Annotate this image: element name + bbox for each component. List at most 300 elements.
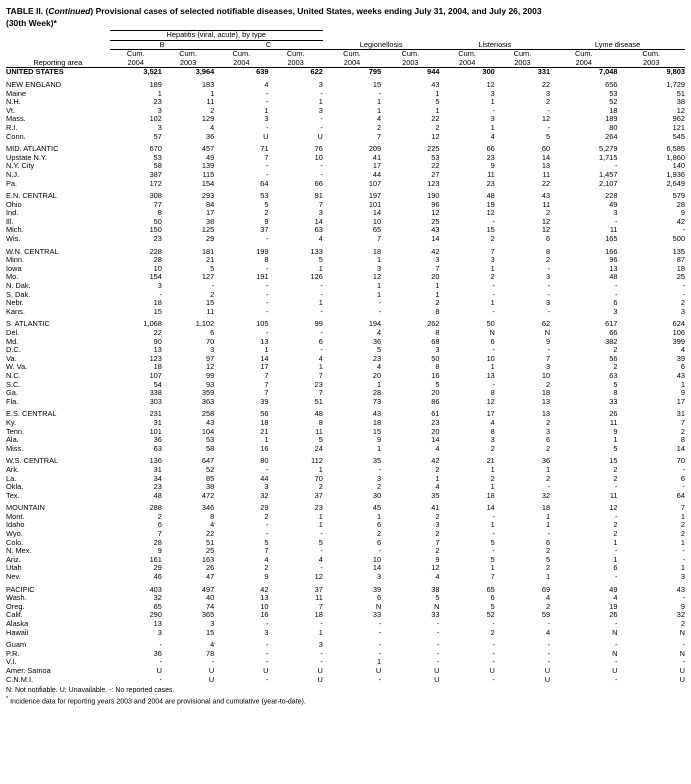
- header-row-years: [6, 59, 685, 68]
- row-value: 18: [153, 362, 162, 372]
- row-value: 85: [205, 473, 215, 483]
- row-value: 23: [372, 353, 382, 363]
- row-value: -: [615, 640, 618, 650]
- row-value: 7: [545, 353, 551, 363]
- row-value: 15: [372, 79, 382, 89]
- row-value: 13: [260, 336, 269, 346]
- row-value: 24: [314, 443, 323, 453]
- row-value: -: [492, 546, 495, 556]
- row-reporting-area: Pa.: [6, 178, 18, 188]
- header-row-group: [6, 31, 685, 41]
- row-value: 1: [490, 520, 495, 530]
- table-row: [6, 586, 685, 595]
- row-value: 28: [372, 388, 382, 398]
- row-value: 1: [318, 97, 323, 107]
- row-value: 2: [680, 298, 685, 308]
- row-value: 1: [377, 379, 382, 389]
- row-value: 6: [613, 563, 618, 573]
- row-value: 14: [314, 216, 323, 226]
- row-value: 7: [435, 537, 440, 547]
- row-value: 1: [545, 464, 551, 474]
- row-reporting-area: Ala.: [6, 435, 19, 445]
- row-value: 71: [260, 144, 269, 154]
- row-value: 1: [377, 289, 382, 299]
- row-reporting-area: S.C.: [6, 379, 21, 389]
- row-value: 264: [605, 131, 618, 141]
- row-value: 11: [487, 169, 495, 179]
- row-value: 3: [545, 88, 551, 98]
- row-value: 5: [613, 443, 618, 453]
- table-row: [6, 192, 685, 201]
- row-value: 58: [153, 161, 162, 171]
- row-value: 9,803: [666, 67, 685, 77]
- row-value: 6: [545, 234, 551, 244]
- row-value: 1: [377, 443, 382, 453]
- row-reporting-area: Ohio: [6, 199, 22, 209]
- row-value: 43: [676, 584, 685, 594]
- row-value: N: [544, 328, 551, 337]
- row-value: 3: [264, 482, 269, 492]
- row-value: 49: [609, 199, 618, 209]
- row-value: 12: [205, 362, 215, 372]
- row-value: 2: [435, 546, 440, 556]
- row-value: 189: [605, 114, 618, 124]
- row-value: -: [320, 657, 323, 667]
- row-reporting-area: Mass.: [6, 114, 26, 124]
- row-value: 6: [318, 336, 323, 346]
- row-value: 44: [260, 473, 269, 483]
- table-row: [6, 492, 685, 501]
- row-reporting-area: La.: [6, 473, 17, 483]
- row-value: 13: [541, 396, 551, 406]
- row-value: -: [211, 281, 215, 291]
- row-value: 622: [310, 67, 323, 77]
- row-value: 15: [609, 456, 618, 466]
- header-cum-lyme-2003: Cum.: [642, 49, 661, 59]
- row-value: 35: [431, 490, 440, 500]
- header-year-hepb-2003: 2003: [179, 57, 197, 67]
- row-value: 4: [490, 417, 495, 427]
- table-row: [6, 355, 685, 364]
- row-value: 16: [431, 370, 440, 380]
- row-reporting-area: Tex.: [6, 490, 20, 500]
- row-value: 22: [431, 114, 440, 124]
- table-row: [6, 475, 685, 484]
- row-reporting-area: N.C.: [6, 370, 21, 380]
- row-value: -: [547, 482, 551, 492]
- table-row: [6, 457, 685, 466]
- header-listeriosis: Listeriosis: [439, 40, 550, 50]
- row-value: 9: [435, 554, 440, 564]
- table-row: [6, 291, 685, 300]
- row-value: 2: [613, 529, 618, 539]
- row-value: -: [437, 657, 440, 667]
- row-value: 2: [490, 443, 495, 453]
- table-row: [6, 504, 685, 513]
- row-reporting-area: Md.: [6, 336, 19, 346]
- row-value: 139: [201, 161, 215, 171]
- row-value: 51: [676, 88, 685, 98]
- row-value: 52: [609, 97, 618, 107]
- row-value: 32: [153, 593, 162, 603]
- row-value: 7: [435, 263, 440, 273]
- row-value: 30: [372, 490, 382, 500]
- table-row: [6, 107, 685, 116]
- row-value: 9: [680, 388, 685, 398]
- row-value: 19: [486, 199, 495, 209]
- table-row: [6, 256, 685, 265]
- row-value: 53: [609, 88, 618, 98]
- table-row: [6, 282, 685, 291]
- row-value: 5: [318, 537, 323, 547]
- row-value: 7: [318, 199, 323, 209]
- row-value: 38: [431, 584, 440, 594]
- row-value: 9: [264, 216, 269, 226]
- row-value: -: [159, 289, 162, 299]
- row-value: 365: [201, 610, 215, 620]
- row-value: -: [159, 674, 162, 684]
- row-value: 99: [205, 370, 215, 380]
- row-value: 43: [676, 370, 685, 380]
- row-value: 6: [680, 362, 685, 372]
- row-value: -: [615, 281, 618, 291]
- row-value: 42: [260, 584, 269, 594]
- row-value: -: [320, 563, 323, 573]
- row-value: -: [266, 169, 269, 179]
- row-value: 78: [205, 648, 215, 658]
- row-value: 106: [672, 328, 685, 337]
- row-value: 2: [545, 255, 551, 265]
- row-value: -: [266, 234, 269, 244]
- row-value: 12: [609, 503, 618, 513]
- row-value: 27: [431, 169, 440, 179]
- row-value: 2: [377, 529, 382, 539]
- header-cum-hepc-2003: Cum.: [286, 49, 305, 59]
- row-value: 7: [680, 417, 685, 427]
- row-value: 10: [153, 263, 162, 273]
- row-value: -: [492, 105, 495, 115]
- row-value: 127: [201, 272, 215, 282]
- row-value: 70: [314, 473, 323, 483]
- row-value: 1: [435, 281, 440, 291]
- row-value: 6: [490, 336, 495, 346]
- header-blank-5: [6, 40, 110, 50]
- row-value: 6: [377, 520, 382, 530]
- row-value: 39: [372, 584, 382, 594]
- row-value: 37: [260, 225, 269, 235]
- table-row: [6, 398, 685, 407]
- row-value: 12: [372, 272, 382, 282]
- row-value: -: [492, 511, 495, 521]
- row-value: -: [492, 529, 495, 539]
- row-value: 2: [490, 627, 495, 637]
- row-value: -: [615, 572, 618, 582]
- row-reporting-area: Wis.: [6, 234, 21, 244]
- row-value: 1: [318, 362, 323, 372]
- row-value: 17: [372, 161, 382, 171]
- row-reporting-area: Wyo.: [6, 529, 23, 539]
- row-value: 12: [486, 396, 495, 406]
- row-value: 48: [486, 191, 495, 201]
- row-value: 10: [372, 216, 382, 226]
- row-value: -: [547, 619, 551, 628]
- row-value: 133: [310, 246, 323, 256]
- row-value: 43: [541, 191, 551, 201]
- row-reporting-area: Mo.: [6, 272, 19, 282]
- row-value: -: [378, 674, 382, 684]
- table-row: [6, 419, 685, 428]
- row-value: 135: [672, 246, 685, 256]
- table-row: [6, 547, 685, 556]
- row-value: -: [547, 289, 551, 299]
- row-value: -: [378, 306, 382, 316]
- row-value: 17: [676, 396, 685, 406]
- row-value: 22: [541, 178, 551, 188]
- row-value: 16: [260, 443, 269, 453]
- row-value: 86: [431, 396, 440, 406]
- table-row: [6, 521, 685, 530]
- row-value: -: [378, 648, 382, 658]
- row-value: 38: [205, 482, 215, 492]
- row-value: 20: [431, 388, 440, 398]
- row-value: 1: [264, 105, 269, 115]
- row-value: 2: [435, 529, 440, 539]
- table-row: [6, 90, 685, 99]
- row-value: 5: [210, 263, 215, 273]
- table-row: [6, 556, 685, 565]
- row-value: 14: [372, 208, 382, 218]
- row-value: 125: [201, 225, 215, 235]
- row-value: 2: [613, 362, 618, 372]
- row-value: U: [317, 665, 323, 675]
- row-value: 1: [377, 511, 382, 521]
- table-row: [6, 539, 685, 548]
- header-cum-hepb-2003: Cum.: [179, 49, 197, 59]
- row-value: 39: [260, 396, 269, 406]
- row-value: 5: [545, 554, 551, 564]
- row-reporting-area: Ill.: [6, 216, 14, 226]
- row-value: U: [208, 674, 215, 684]
- row-value: 104: [201, 426, 215, 436]
- row-value: 1: [490, 362, 495, 372]
- header-cum-hepb-2004: Cum.: [126, 49, 145, 59]
- page-subtitle: (30th Week)*: [6, 18, 57, 28]
- row-value: 8: [435, 328, 440, 337]
- row-value: 2: [435, 298, 440, 308]
- footnotes: [6, 686, 685, 706]
- row-value: -: [266, 640, 269, 650]
- row-value: -: [266, 161, 269, 171]
- row-value: -: [682, 289, 685, 299]
- row-value: 3: [613, 208, 618, 218]
- row-value: 20: [431, 272, 440, 282]
- row-reporting-area: N.H.: [6, 97, 21, 107]
- row-value: 43: [431, 225, 440, 235]
- row-value: 6: [545, 435, 551, 445]
- row-value: 64: [676, 490, 685, 500]
- row-value: -: [547, 122, 551, 132]
- row-value: 66: [486, 144, 495, 154]
- row-value: 52: [486, 610, 495, 620]
- row-value: 129: [201, 114, 215, 124]
- row-value: -: [378, 640, 382, 650]
- row-value: -: [320, 306, 323, 316]
- row-value: 53: [153, 152, 162, 162]
- row-value: 2: [210, 105, 215, 115]
- row-value: 7: [490, 246, 495, 256]
- row-value: 6: [210, 328, 215, 337]
- row-value: 23: [153, 97, 162, 107]
- table-row: [6, 218, 685, 227]
- row-reporting-area: S. Dak.: [6, 289, 31, 299]
- row-value: 34: [153, 473, 162, 483]
- row-reporting-area: W.N. CENTRAL: [6, 246, 59, 256]
- table-row: [6, 308, 685, 317]
- row-value: -: [320, 648, 323, 658]
- row-value: 96: [431, 199, 440, 209]
- row-value: 4: [435, 572, 440, 582]
- row-value: -: [615, 619, 618, 628]
- row-value: 102: [149, 114, 162, 124]
- table-row: [6, 201, 685, 210]
- row-value: 288: [149, 503, 162, 513]
- table-row: [6, 466, 685, 475]
- row-value: -: [266, 306, 269, 316]
- row-value: 4: [318, 234, 323, 244]
- row-value: 6: [545, 537, 551, 547]
- row-value: -: [682, 225, 685, 235]
- row-value: 1: [490, 298, 495, 308]
- row-value: 7: [264, 152, 269, 162]
- row-value: 4: [377, 328, 382, 337]
- row-value: 97: [205, 353, 215, 363]
- header-cum-lyme-2004: Cum.: [574, 49, 593, 59]
- row-value: 7: [264, 370, 269, 380]
- row-value: U: [434, 674, 440, 684]
- row-value: 48: [153, 490, 162, 500]
- row-value: 2: [613, 345, 618, 355]
- row-value: 1: [264, 435, 269, 445]
- row-value: 50: [153, 216, 162, 226]
- row-value: 4: [264, 554, 269, 564]
- row-value: 1: [680, 537, 685, 547]
- title-continued: Continued: [48, 6, 91, 16]
- row-value: 4: [377, 114, 382, 124]
- row-value: 11: [542, 169, 551, 179]
- row-value: 1: [490, 563, 495, 573]
- row-value: 12: [314, 572, 323, 582]
- table-row: [6, 650, 685, 659]
- row-value: 3: [318, 640, 323, 650]
- row-value: 1: [157, 88, 162, 98]
- row-value: 28: [153, 255, 162, 265]
- row-reporting-area: N. Mex.: [6, 546, 32, 556]
- row-value: 1: [210, 88, 215, 98]
- row-value: 3: [318, 105, 323, 115]
- table-row: [6, 676, 685, 685]
- row-value: 8: [613, 388, 618, 398]
- row-value: -: [682, 657, 685, 667]
- table-row: [6, 667, 685, 676]
- row-value: 1: [613, 537, 618, 547]
- row-value: 1: [545, 511, 551, 521]
- row-value: 2: [435, 122, 440, 132]
- row-reporting-area: V.I.: [6, 657, 17, 667]
- row-value: 2: [377, 482, 382, 492]
- table-row: [6, 389, 685, 398]
- row-value: -: [320, 529, 323, 539]
- row-value: 1: [318, 627, 323, 637]
- row-value: 101: [149, 426, 162, 436]
- table-row: [6, 329, 685, 338]
- row-value: 10: [260, 601, 269, 611]
- row-value: 231: [149, 409, 162, 419]
- row-value: 25: [431, 216, 440, 226]
- row-value: 1: [490, 482, 495, 492]
- row-value: 36: [541, 456, 551, 466]
- row-value: -: [266, 281, 269, 291]
- row-value: -: [437, 627, 440, 637]
- row-value: -: [492, 674, 495, 684]
- row-value: 1: [680, 379, 685, 389]
- row-value: 225: [427, 144, 440, 154]
- row-value: 33: [609, 396, 618, 406]
- row-value: 11: [609, 417, 618, 427]
- row-value: 32: [260, 490, 269, 500]
- row-value: 2: [545, 417, 551, 427]
- table-row: [6, 363, 685, 372]
- row-value: 7,048: [599, 67, 618, 77]
- row-value: 4: [318, 554, 323, 564]
- row-value: 3: [490, 114, 495, 124]
- table-body: [6, 68, 685, 684]
- row-value: 181: [201, 246, 215, 256]
- row-value: 3: [613, 306, 618, 316]
- row-value: 8: [318, 417, 323, 427]
- row-reporting-area: Iowa: [6, 263, 22, 273]
- row-value: 3,964: [195, 67, 215, 77]
- title-rest: ) Provisional cases of selected notifiable diseases, United States, weeks ending July 31, 2004, and July 26, 2003: [90, 6, 542, 16]
- table-row: [6, 154, 685, 163]
- row-value: 23: [153, 234, 162, 244]
- header-cum-lister-2003: Cum.: [513, 49, 532, 59]
- row-value: -: [682, 593, 685, 603]
- row-value: 53: [260, 191, 269, 201]
- row-value: 944: [427, 67, 440, 77]
- row-value: 3: [318, 208, 323, 218]
- row-value: -: [547, 657, 551, 667]
- row-value: 166: [605, 246, 618, 256]
- row-reporting-area: Miss.: [6, 443, 24, 453]
- row-value: 2: [545, 563, 551, 573]
- row-value: 36: [205, 131, 215, 141]
- row-value: 65: [153, 601, 162, 611]
- row-value: 36: [153, 648, 162, 658]
- row-value: 31: [153, 464, 162, 474]
- row-value: 617: [605, 319, 618, 329]
- row-value: 3: [680, 306, 685, 316]
- row-value: 12: [431, 208, 440, 218]
- row-value: -: [266, 619, 269, 628]
- row-value: 10: [486, 353, 495, 363]
- row-value: 21: [260, 426, 269, 436]
- row-value: 363: [201, 396, 215, 406]
- row-value: -: [320, 169, 323, 179]
- row-value: 3: [545, 362, 551, 372]
- row-value: -: [615, 674, 618, 684]
- row-value: 3: [157, 627, 162, 637]
- row-value: 4: [377, 362, 382, 372]
